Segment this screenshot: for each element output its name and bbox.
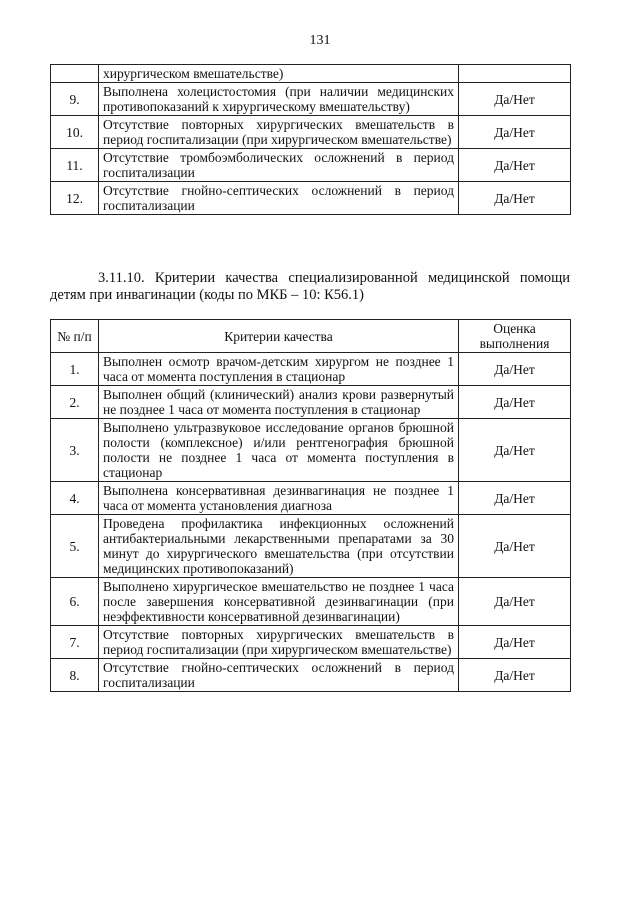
table-row bbox=[51, 515, 571, 578]
criterion-text: Отсутствие тромбоэмболических осложнений в период госпитализации bbox=[99, 149, 459, 182]
evaluation-cell: Да/Нет bbox=[459, 515, 571, 578]
row-number: 4. bbox=[51, 482, 99, 515]
evaluation-cell: Да/Нет bbox=[459, 626, 571, 659]
evaluation-cell: Да/Нет bbox=[459, 116, 571, 149]
table-row bbox=[51, 353, 571, 386]
criteria-table-continued bbox=[50, 64, 571, 215]
table-row bbox=[51, 626, 571, 659]
header-criteria: Критерии качества bbox=[99, 320, 459, 353]
table-row bbox=[51, 116, 571, 149]
row-number: 12. bbox=[51, 182, 99, 215]
criterion-text: Выполнен общий (клинический) анализ крови развернутый не позднее 1 часа от момента поступления в стационар bbox=[99, 386, 459, 419]
table-row bbox=[51, 386, 571, 419]
row-number: 6. bbox=[51, 578, 99, 626]
row-number: 3. bbox=[51, 419, 99, 482]
evaluation-cell: Да/Нет bbox=[459, 83, 571, 116]
table-row bbox=[51, 578, 571, 626]
evaluation-cell: Да/Нет bbox=[459, 149, 571, 182]
evaluation-cell: Да/Нет bbox=[459, 182, 571, 215]
table-row bbox=[51, 65, 571, 83]
header-number: № п/п bbox=[51, 320, 99, 353]
criterion-text: Отсутствие гнойно-септических осложнений в период госпитализации bbox=[99, 659, 459, 692]
criterion-text: Проведена профилактика инфекционных осложнений антибактериальными лекарственными препаратами за 30 минут до хирургического вмешательства (при отсутствии медицинских противопоказаний) bbox=[99, 515, 459, 578]
evaluation-cell: Да/Нет bbox=[459, 482, 571, 515]
criterion-text: Отсутствие гнойно-септических осложнений в период госпитализации bbox=[99, 182, 459, 215]
header-evaluation: Оценка выполнения bbox=[459, 320, 571, 353]
evaluation-cell: Да/Нет bbox=[459, 353, 571, 386]
row-number: 5. bbox=[51, 515, 99, 578]
criterion-text: Выполнено ультразвуковое исследование органов брюшной полости (комплексное) и/или рентгенография брюшной полости не позднее 1 часа от момента поступления в стационар bbox=[99, 419, 459, 482]
table-row bbox=[51, 659, 571, 692]
evaluation-cell: Да/Нет bbox=[459, 419, 571, 482]
row-number bbox=[51, 65, 99, 83]
row-number: 7. bbox=[51, 626, 99, 659]
table-row bbox=[51, 419, 571, 482]
row-number: 11. bbox=[51, 149, 99, 182]
row-number: 9. bbox=[51, 83, 99, 116]
section-heading bbox=[50, 270, 570, 304]
evaluation-cell: Да/Нет bbox=[459, 659, 571, 692]
row-number: 2. bbox=[51, 386, 99, 419]
evaluation-cell: Да/Нет bbox=[459, 386, 571, 419]
criterion-text: Выполнена холецистостомия (при наличии медицинских противопоказаний к хирургическому вмешательству) bbox=[99, 83, 459, 116]
criterion-text: Выполнен осмотр врачом-детским хирургом не позднее 1 часа от момента поступления в стационар bbox=[99, 353, 459, 386]
row-number: 1. bbox=[51, 353, 99, 386]
section-heading-text: 3.11.10. Критерии качества специализированной медицинской помощи детям при инвагинации (коды по МКБ – 10: К56.1) bbox=[50, 270, 570, 303]
table-row bbox=[51, 83, 571, 116]
criterion-text: Выполнено хирургическое вмешательство не позднее 1 часа после завершения консервативной дезинвагинации (при неэффективности консервативной дезинвагинации) bbox=[99, 578, 459, 626]
table-row bbox=[51, 182, 571, 215]
row-number: 10. bbox=[51, 116, 99, 149]
criteria-table-intussusception bbox=[50, 319, 571, 692]
row-number: 8. bbox=[51, 659, 99, 692]
evaluation-cell bbox=[459, 65, 571, 83]
evaluation-cell: Да/Нет bbox=[459, 578, 571, 626]
table-row bbox=[51, 149, 571, 182]
page-number: 131 bbox=[309, 33, 331, 48]
criterion-text: Отсутствие повторных хирургических вмешательств в период госпитализации (при хирургическом вмешательстве) bbox=[99, 626, 459, 659]
criterion-text: Выполнена консервативная дезинвагинация не позднее 1 часа от момента установления диагноза bbox=[99, 482, 459, 515]
table-row bbox=[51, 482, 571, 515]
criterion-text: хирургическом вмешательстве) bbox=[99, 65, 459, 83]
criterion-text: Отсутствие повторных хирургических вмешательств в период госпитализации (при хирургическом вмешательстве) bbox=[99, 116, 459, 149]
table-header-row bbox=[51, 320, 571, 353]
